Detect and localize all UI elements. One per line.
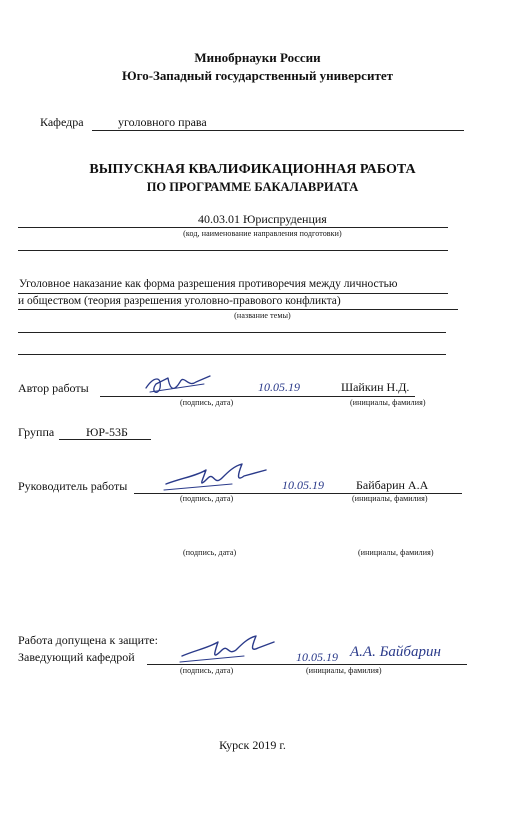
topic-underline-4: [18, 354, 446, 355]
defense-date: 10.05.19: [296, 650, 338, 664]
defense-name-caption: (инициалы, фамилия): [306, 666, 382, 675]
university-title: Юго-Западный государственный университет: [122, 68, 393, 83]
author-name-caption: (инициалы, фамилия): [350, 398, 426, 407]
direction-caption: (код, наименование направления подготовки): [183, 229, 342, 238]
author-name: Шайкин Н.Д.: [341, 380, 410, 394]
supervisor-name: Байбарин А.А: [356, 478, 429, 492]
department-line: [92, 130, 464, 131]
supervisor-date: 10.05.19: [282, 478, 324, 492]
topic-underline-3: [18, 332, 446, 333]
city-year: Курск 2019 г.: [219, 738, 286, 752]
direction-value: 40.03.01 Юриспруденция: [198, 212, 327, 226]
topic-underline-2: [18, 309, 458, 310]
author-label: Автор работы: [18, 381, 89, 395]
defense-signature: [178, 630, 278, 670]
work-title: ВЫПУСКНАЯ КВАЛИФИКАЦИОННАЯ РАБОТА: [89, 162, 416, 177]
group-value: ЮР-53Б: [86, 425, 128, 439]
work-subtitle: ПО ПРОГРАММЕ БАКАЛАВРИАТА: [146, 180, 359, 194]
group-label: Группа: [18, 425, 55, 439]
defense-admitted: Работа допущена к защите:: [18, 633, 158, 647]
topic-underline-1: [18, 293, 448, 294]
topic-line-2: и обществом (теория разрешения уголовно-правового конфликта): [18, 295, 341, 307]
defense-head-label: Заведующий кафедрой: [18, 650, 135, 664]
defense-sign-caption: (подпись, дата): [180, 666, 234, 675]
defense-name: А.А. Байбарин: [350, 644, 441, 660]
consultant-name-caption: (инициалы, фамилия): [358, 548, 434, 557]
topic-line-1: Уголовное наказание как форма разрешения противоречия между личностью: [19, 278, 398, 290]
supervisor-sign-caption: (подпись, дата): [180, 494, 234, 503]
author-sign-caption: (подпись, дата): [180, 398, 234, 407]
direction-line: [18, 227, 448, 228]
author-date: 10.05.19: [258, 380, 300, 394]
topic-caption: (название темы): [234, 311, 291, 320]
author-signature: [140, 370, 220, 400]
ministry-title: Минобрнауки России: [194, 50, 321, 65]
department-value: уголовного права: [118, 115, 207, 129]
consultant-sign-caption: (подпись, дата): [183, 548, 237, 557]
supervisor-label: Руководитель работы: [18, 479, 128, 493]
supervisor-name-caption: (инициалы, фамилия): [352, 494, 428, 503]
department-label: Кафедра: [40, 115, 84, 129]
direction-extra-line: [18, 250, 448, 251]
